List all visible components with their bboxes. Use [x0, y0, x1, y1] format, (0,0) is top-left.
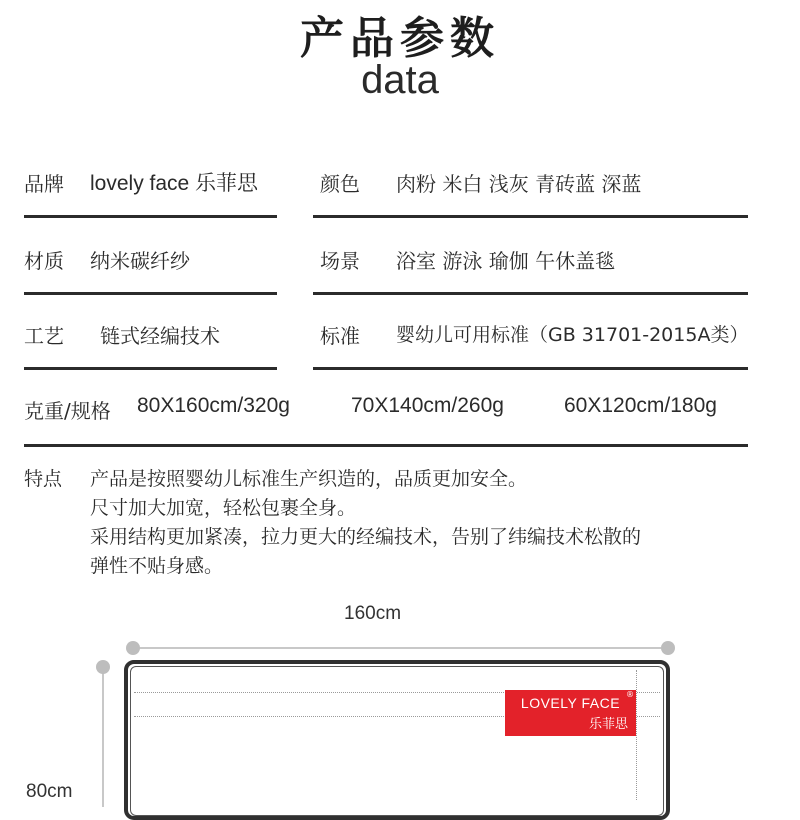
- brand-logo-tag: [505, 690, 636, 736]
- divider: [313, 292, 748, 295]
- divider: [24, 292, 277, 295]
- scene-value: 浴室 游泳 瑜伽 午休盖毯: [396, 249, 616, 273]
- dimension-endpoint: [661, 641, 675, 655]
- color-value: 肉粉 米白 浅灰 青砖蓝 深蓝: [396, 172, 642, 196]
- logo-text-cn: 乐菲思: [588, 717, 628, 732]
- standard-value: 婴幼儿可用标准（GB 31701-2015A类）: [396, 324, 749, 346]
- dotted-guide: [636, 670, 637, 800]
- divider: [24, 444, 748, 447]
- dimension-endpoint: [126, 641, 140, 655]
- divider: [24, 367, 277, 370]
- logo-text-en: LOVELY FACE: [520, 695, 621, 711]
- feature-line: 尺寸加大加宽，轻松包裹全身。: [90, 497, 357, 519]
- scene-label: 场景: [320, 249, 360, 273]
- feature-line: 产品是按照婴幼儿标准生产织造的，品质更加安全。: [90, 468, 528, 490]
- registered-mark: ®: [626, 690, 634, 699]
- weight-spec: 80X160cm/320g: [137, 394, 290, 417]
- material-label: 材质: [24, 249, 64, 273]
- page-title: 产品参数: [300, 13, 500, 64]
- height-dimension-line: [102, 667, 104, 807]
- height-dimension-label: 80cm: [26, 781, 73, 802]
- weight-label: 克重/规格: [24, 399, 111, 423]
- features-label: 特点: [24, 468, 63, 490]
- craft-label: 工艺: [24, 324, 64, 348]
- material-value: 纳米碳纤纱: [90, 249, 190, 273]
- brand-value: lovely face 乐菲思: [90, 172, 259, 195]
- width-dimension-line: [133, 647, 669, 649]
- width-dimension-label: 160cm: [344, 603, 402, 624]
- blanket-inner-border: [130, 666, 664, 816]
- craft-value: 链式经编技术: [100, 324, 220, 348]
- standard-label: 标准: [320, 324, 360, 348]
- divider: [24, 215, 277, 218]
- feature-line: 弹性不贴身感。: [90, 555, 224, 577]
- page-subtitle: data: [361, 58, 439, 102]
- divider: [313, 367, 748, 370]
- feature-line: 采用结构更加紧凑，拉力更大的经编技术，告别了纬编技术松散的: [90, 526, 642, 548]
- weight-spec: 70X140cm/260g: [351, 394, 504, 417]
- brand-label: 品牌: [24, 172, 64, 196]
- color-label: 颜色: [320, 172, 360, 196]
- weight-spec: 60X120cm/180g: [564, 394, 717, 417]
- dimension-endpoint: [96, 660, 110, 674]
- divider: [313, 215, 748, 218]
